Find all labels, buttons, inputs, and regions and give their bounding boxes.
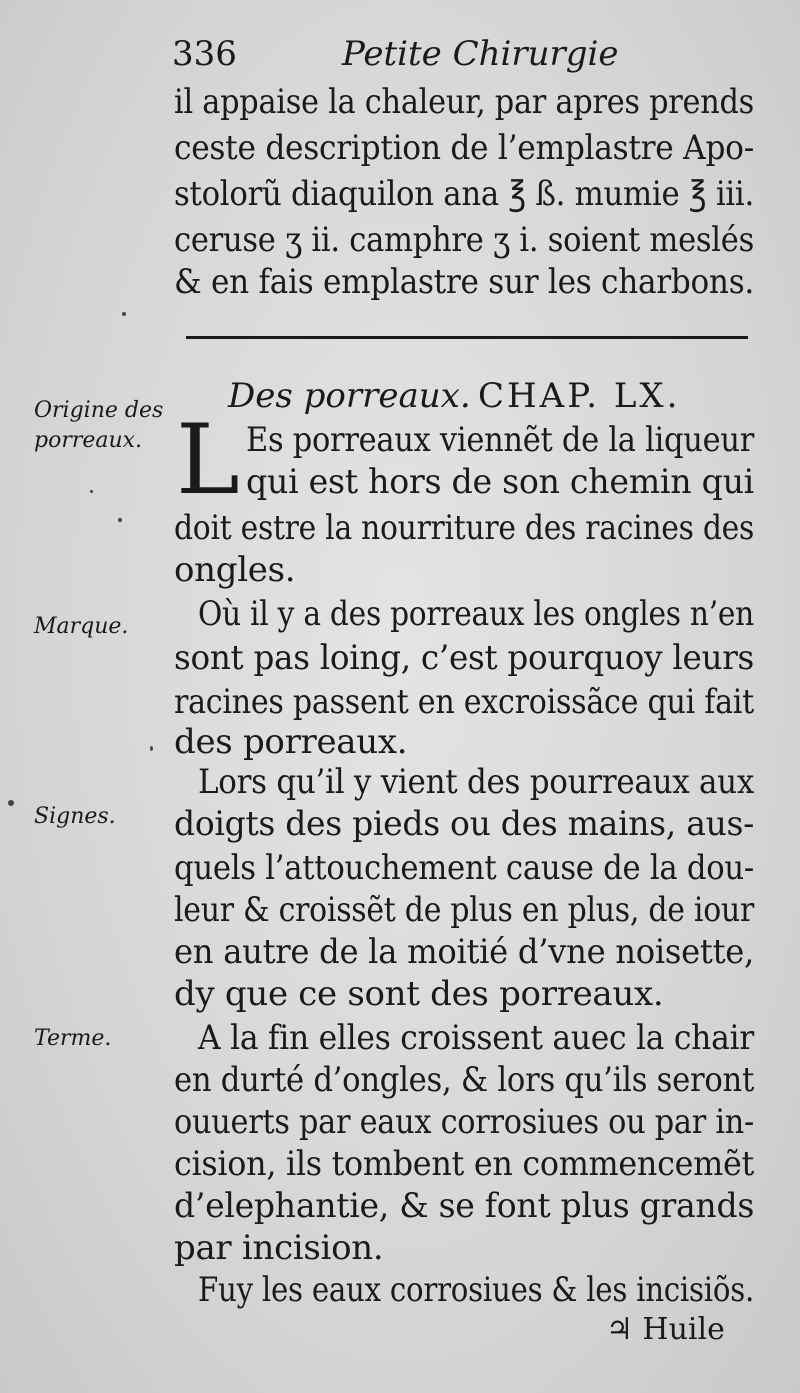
paper-speck xyxy=(90,490,93,493)
text-line: il appaise la chaleur, par apres prends xyxy=(174,82,754,122)
text-line: doit estre la nourriture des racines des xyxy=(174,508,754,548)
text-line: leur & croissẽt de plus en plus, de iour xyxy=(174,890,754,930)
running-head xyxy=(172,34,619,78)
chapter-title: Des porreaux. xyxy=(228,376,471,416)
paper-speck xyxy=(122,312,126,316)
text-line: ongles. xyxy=(174,550,296,590)
text-line: Lors qu’il y vient des pourreaux aux xyxy=(198,762,754,802)
margin-note-porreaux: porreaux. xyxy=(34,428,143,453)
catchword: ♃ Huile xyxy=(606,1312,725,1347)
text-line: & en fais emplastre sur les charbons. xyxy=(174,262,754,302)
margin-note-marque: Marque. xyxy=(34,614,129,639)
text-line: par incision. xyxy=(174,1228,384,1268)
text-line: racines passent en excroissãce qui fait xyxy=(174,682,754,722)
text-line: ouuerts par eaux corrosiues ou par in- xyxy=(174,1102,754,1142)
text-line: Fuy les eaux corrosiues & les incisiõs. xyxy=(198,1270,754,1310)
text-line: cision, ils tombent en commencemẽt xyxy=(174,1144,754,1184)
drop-capital: L xyxy=(176,404,240,516)
margin-note-terme: Terme. xyxy=(34,1026,112,1051)
text-line: ceruse ʒ ii. camphre ʒ i. soient meslés xyxy=(174,220,754,260)
text-line: doigts des pieds ou des mains, aus- xyxy=(174,804,754,844)
text-line: sont pas loing, c’est pourquoy leurs xyxy=(174,638,754,678)
text-line: en autre de la moitié d’vne noisette, xyxy=(174,932,754,972)
text-line: qui est hors de son chemin qui xyxy=(246,462,754,502)
text-line: en durté d’ongles, & lors qu’ils seront xyxy=(174,1060,754,1100)
chapter-heading xyxy=(228,376,748,420)
paper-speck xyxy=(150,746,153,751)
text-line: quels l’attouchement cause de la dou- xyxy=(174,848,754,888)
text-line: A la fin elles croissent auec la chair xyxy=(198,1018,754,1058)
chapter-number: CHAP. LX. xyxy=(478,376,681,416)
text-line: d’elephantie, & se font plus grands xyxy=(174,1186,754,1226)
text-line: des porreaux. xyxy=(174,722,408,762)
paper-speck xyxy=(8,800,14,806)
text-line: dy que ce sont des porreaux. xyxy=(174,974,664,1014)
paper-speck xyxy=(118,518,122,522)
text-line: Où il y a des porreaux les ongles n’en xyxy=(198,594,754,634)
section-rule xyxy=(186,336,748,339)
text-line: stolorũ diaquilon ana ℥ ß. mumie ℥ iii. xyxy=(174,174,754,214)
running-title: Petite Chirurgie xyxy=(342,34,619,74)
margin-note-origine: Origine des xyxy=(34,398,164,423)
text-line: Es porreaux viennẽt de la liqueur xyxy=(246,420,754,460)
page-number: 336 xyxy=(172,34,237,74)
text-line: ceste description de l’emplastre Apo- xyxy=(174,128,754,168)
margin-note-signes: Signes. xyxy=(34,804,116,829)
